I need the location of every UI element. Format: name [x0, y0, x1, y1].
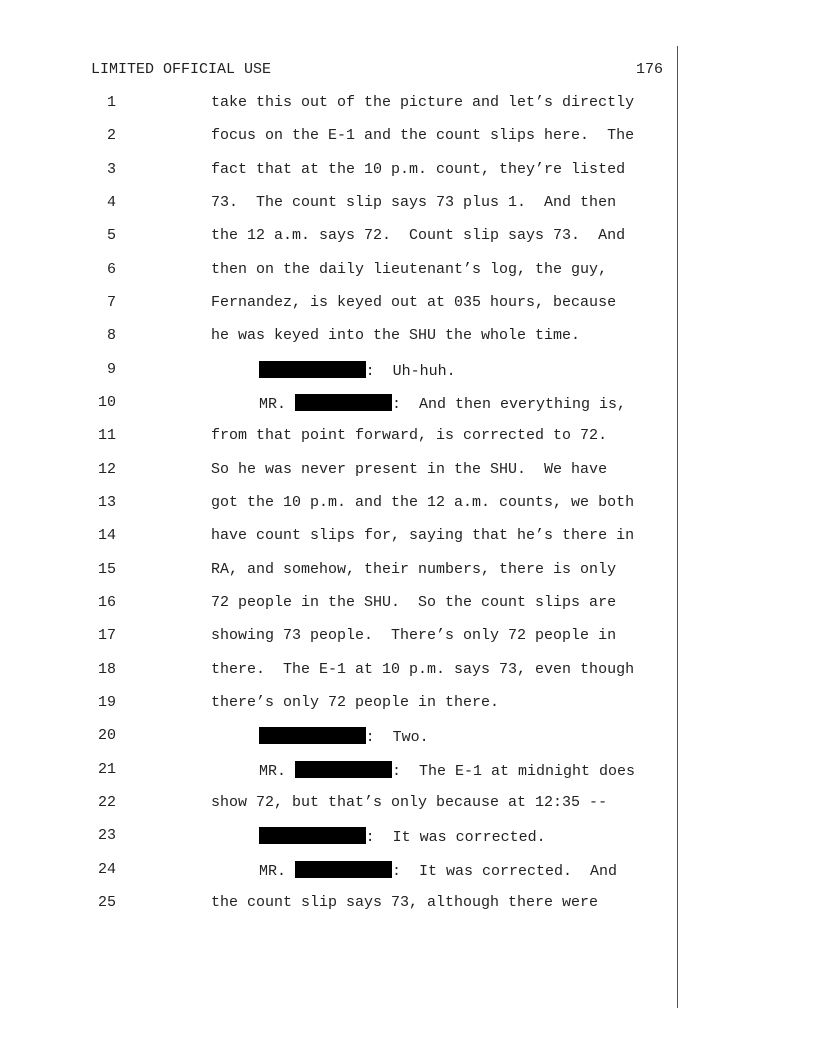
transcript-line: [0, 761, 816, 783]
line-number: 7: [106, 294, 116, 311]
line-number: 22: [97, 793, 116, 811]
line-text-segment: : The E-1 at midnight does: [392, 762, 636, 780]
transcript-line: [0, 361, 816, 383]
line-text-segment: 72 people in the SHU. So the count slips are: [211, 594, 617, 611]
transcript-line: [0, 94, 816, 116]
line-number: 2: [106, 127, 116, 145]
line-number: 14: [97, 527, 116, 545]
line-number: 13: [97, 494, 116, 511]
transcript-line: [0, 461, 816, 483]
transcript-line: [0, 261, 816, 283]
line-number: 4: [106, 194, 116, 211]
line-text: [259, 761, 635, 780]
line-text-segment: from that point forward, is corrected to 72.: [211, 427, 608, 445]
line-number: 12: [97, 460, 116, 478]
line-text: [211, 894, 598, 911]
line-text: [211, 494, 634, 511]
transcript-line: [0, 394, 816, 416]
line-text-segment: there’s only 72 people in there.: [211, 693, 500, 711]
line-text-segment: So he was never present in the SHU. We have: [211, 460, 608, 478]
line-text-segment: there. The E-1 at 10 p.m. says 73, even though: [211, 660, 635, 678]
line-text: [259, 361, 456, 380]
line-text: [211, 527, 634, 544]
redaction-box: [295, 861, 392, 878]
page-number: 176: [636, 61, 664, 78]
transcript-line: [0, 227, 816, 249]
line-text-segment: show 72, but that’s only because at 12:35 --: [211, 793, 608, 811]
line-text: [211, 427, 607, 444]
transcript-line: [0, 327, 816, 349]
transcript-line: [0, 594, 816, 616]
line-number: 20: [97, 727, 116, 745]
line-text: [211, 161, 625, 178]
line-number: 23: [97, 827, 116, 845]
line-text: [211, 127, 634, 144]
transcript-line: [0, 161, 816, 183]
line-number: 24: [97, 860, 116, 878]
line-text: [259, 861, 617, 880]
line-text: [211, 627, 616, 644]
transcript-line: [0, 527, 816, 549]
line-text-segment: MR.: [259, 862, 296, 880]
line-text: [259, 394, 626, 413]
line-number: 19: [97, 693, 116, 711]
line-number: 21: [97, 760, 116, 778]
transcript-line: [0, 727, 816, 749]
line-number: 10: [97, 394, 116, 411]
transcript-line: [0, 427, 816, 449]
line-number: 3: [106, 160, 116, 178]
redaction-box: [295, 761, 392, 778]
transcript-line: [0, 694, 816, 716]
line-text: [211, 794, 607, 811]
line-text-segment: fact that at the 10 p.m. count, they’re listed: [211, 160, 626, 178]
transcript-line: [0, 661, 816, 683]
line-text-segment: MR.: [259, 762, 296, 780]
transcript-line: [0, 861, 816, 883]
line-text: [259, 727, 429, 746]
line-text: [211, 294, 616, 311]
line-text-segment: the 12 a.m. says 72. Count slip says 73. And: [211, 227, 626, 245]
redaction-box: [259, 361, 366, 378]
line-text-segment: : And then everything is,: [392, 396, 627, 413]
transcript-line: [0, 127, 816, 149]
line-number: 18: [97, 660, 116, 678]
line-text-segment: have count slips for, saying that he’s there in: [211, 527, 635, 545]
line-text-segment: 73. The count slip says 73 plus 1. And then: [211, 194, 617, 211]
line-text: [259, 827, 546, 846]
line-text: [211, 261, 607, 278]
classification-header: LIMITED OFFICIAL USE: [91, 61, 272, 78]
line-number: 11: [97, 427, 116, 445]
redaction-box: [259, 727, 366, 744]
line-text: [211, 594, 616, 611]
line-text-segment: the count slip says 73, although there were: [211, 893, 599, 911]
line-text-segment: Fernandez, is keyed out at 035 hours, because: [211, 294, 617, 311]
line-text-segment: MR.: [259, 396, 296, 413]
transcript-line: [0, 794, 816, 816]
line-number: 15: [97, 560, 116, 578]
transcript-line: [0, 627, 816, 649]
line-text-segment: then on the daily lieutenant’s log, the guy,: [211, 260, 608, 278]
line-text: [211, 694, 499, 711]
line-text-segment: take this out of the picture and let’s directly: [211, 94, 635, 111]
line-text-segment: RA, and somehow, their numbers, there is only: [211, 560, 617, 578]
line-text: [211, 94, 634, 111]
line-text-segment: showing 73 people. There’s only 72 people in: [211, 627, 617, 645]
transcript-line: [0, 561, 816, 583]
line-number: 1: [106, 94, 116, 111]
redaction-box: [295, 394, 392, 411]
line-text-segment: : Two.: [365, 729, 429, 747]
line-text: [211, 661, 634, 678]
line-text-segment: focus on the E-1 and the count slips here. The: [211, 127, 635, 145]
line-text: [211, 327, 580, 344]
line-text-segment: : It was corrected.: [365, 829, 546, 847]
line-text-segment: : It was corrected. And: [392, 862, 618, 880]
line-number: 25: [97, 893, 116, 911]
line-number: 8: [106, 327, 116, 345]
line-text: [211, 561, 616, 578]
redaction-box: [259, 827, 366, 844]
line-text-segment: got the 10 p.m. and the 12 a.m. counts, we both: [211, 494, 635, 511]
line-number: 6: [106, 260, 116, 278]
line-number: 17: [97, 627, 116, 645]
line-text-segment: he was keyed into the SHU the whole time.: [211, 327, 581, 345]
line-number: 5: [106, 227, 116, 245]
transcript-line: [0, 194, 816, 216]
line-text: [211, 227, 625, 244]
line-text: [211, 194, 616, 211]
line-text-segment: : Uh-huh.: [365, 362, 456, 380]
line-text: [211, 461, 607, 478]
transcript-line: [0, 827, 816, 849]
line-number: 9: [106, 360, 116, 378]
transcript-line: [0, 494, 816, 516]
transcript-line: [0, 894, 816, 916]
transcript-line: [0, 294, 816, 316]
line-number: 16: [97, 594, 116, 611]
